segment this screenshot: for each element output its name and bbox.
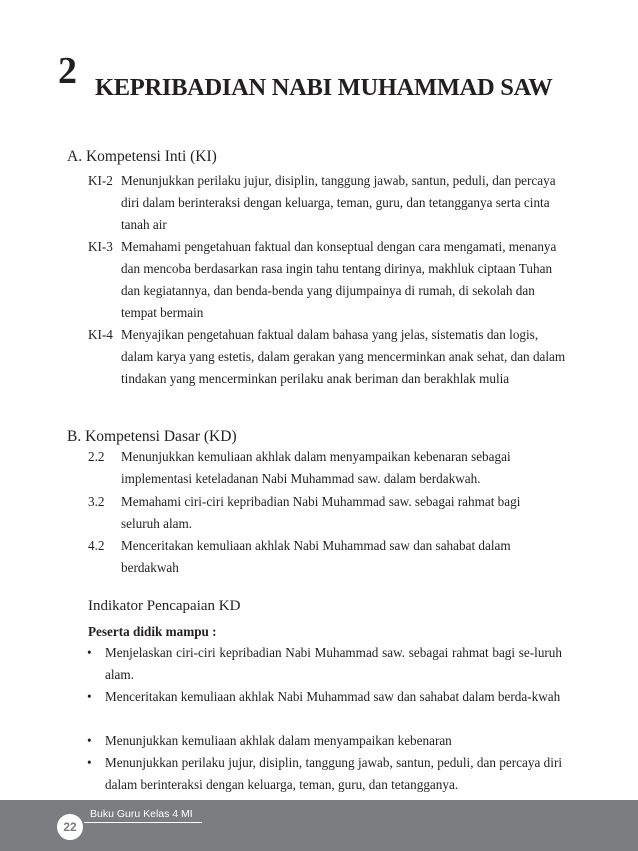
indicator-item: Menceritakan kemuliaan akhlak Nabi Muhammad saw dan sahabat dalam berda-kwah <box>105 689 561 704</box>
kd-code: 3.2 <box>88 494 105 509</box>
bullet-icon: • <box>87 733 92 748</box>
ki-text: Memahami pengetahuan faktual dan konseptual dengan cara mengamati, menanya dan mencoba berdasarkan rasa ingin tahu tentang dirinya, makhluk ciptaan Tuhan dan kegiatannya, dan benda-benda yang dijumpainya di rumah, di sekolah dan tempat bermain <box>121 239 557 321</box>
ki-code: KI-3 <box>88 239 113 254</box>
chapter-number: 2 <box>58 50 77 92</box>
indicator-item: Menunjukkan perilaku jujur, disiplin, tanggung jawab, santun, peduli, dan percaya diri dalam berinteraksi dengan keluarga, teman, guru, dan tetangganya. <box>105 755 562 793</box>
chapter-title: KEPRIBADIAN NABI MUHAMMAD SAW <box>95 74 553 101</box>
kd-text: Menceritakan kemuliaan akhlak Nabi Muhammad saw dan sahabat dalam berdakwah <box>121 538 511 576</box>
kd-text: Menunjukkan kemuliaan akhlak dalam menyampaikan kebenaran sebagai implementasi keteladanan Nabi Muhammad saw. dalam berdakwah. <box>121 449 511 487</box>
kd-text: Memahami ciri-ciri kepribadian Nabi Muhammad saw. sebagai rahmat bagi seluruh alam. <box>121 494 521 532</box>
ki-text: Menyajikan pengetahuan faktual dalam bahasa yang jelas, sistematis dan logis, dalam karya yang estetis, dalam gerakan yang mencerminkan anak sehat, dan dalam tindakan yang mencerminkan perilaku anak beriman dan berakhlak mulia <box>121 327 566 387</box>
kd-code: 4.2 <box>88 538 105 553</box>
ki-text: Menunjukkan perilaku jujur, disiplin, tanggung jawab, santun, peduli, dan percaya diri dalam berinteraksi dengan keluarga, teman, guru, dan tetangganya serta cinta tanah air <box>121 173 556 233</box>
book-title: Buku Guru Kelas 4 MI <box>90 808 193 820</box>
section-a-title: A. Kompetensi Inti (KI) <box>67 148 217 165</box>
section-b-title: B. Kompetensi Dasar (KD) <box>67 428 237 445</box>
page-number: 22 <box>63 820 77 834</box>
indicator-item: Menjelaskan ciri-ciri kepribadian Nabi Muhammad saw. sebagai rahmat bagi se-luruh alam. <box>105 645 562 683</box>
indicator-title: Indikator Pencapaian KD <box>88 598 241 614</box>
bullet-icon: • <box>87 755 92 770</box>
kd-code: 2.2 <box>88 449 105 464</box>
indicator-item: Menunjukkan kemuliaan akhlak dalam menyampaikan kebenaran <box>105 733 452 748</box>
indicator-subtitle: Peserta didik mampu : <box>88 624 217 639</box>
ki-code: KI-4 <box>88 327 113 342</box>
ki-code: KI-2 <box>88 173 113 188</box>
bullet-icon: • <box>87 645 92 660</box>
bullet-icon: • <box>87 689 92 704</box>
